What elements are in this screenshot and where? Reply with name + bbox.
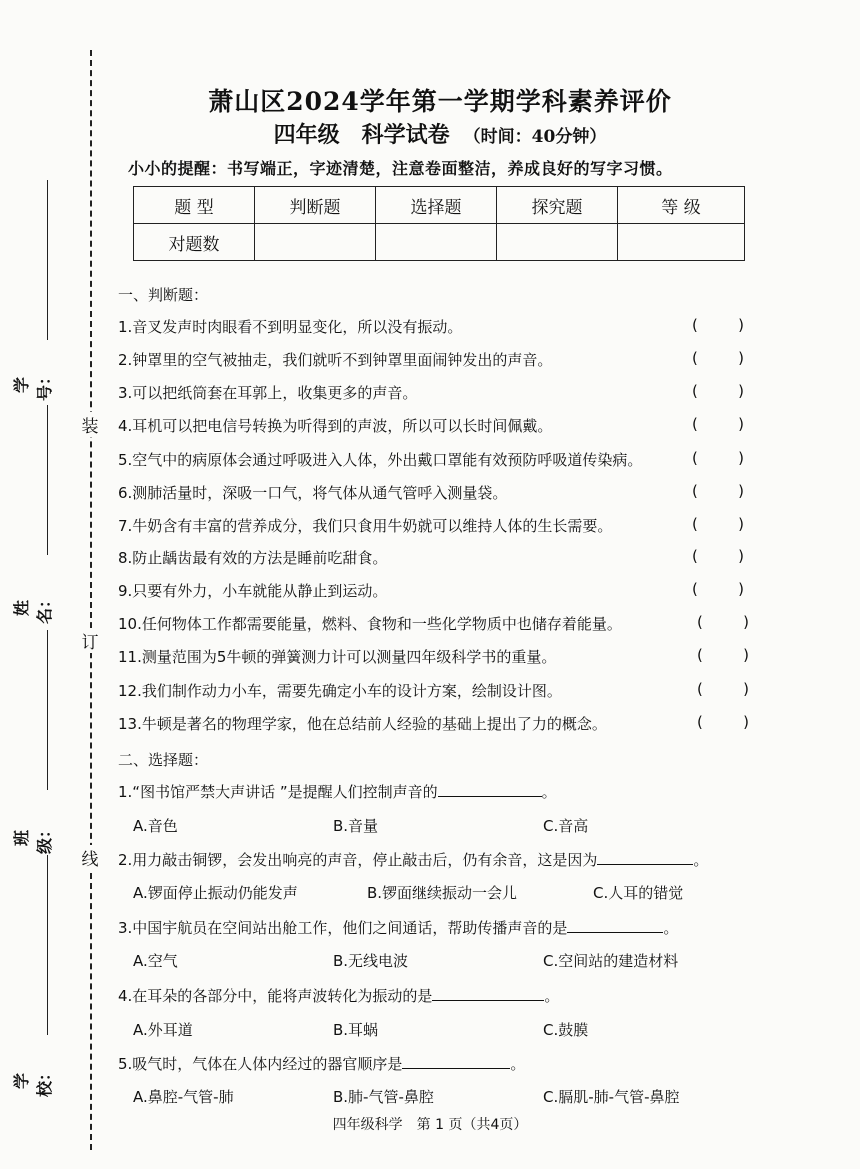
answer-blank[interactable]: [402, 1054, 510, 1069]
period: 。: [693, 851, 709, 869]
answer-parentheses[interactable]: [692, 349, 744, 367]
answer-parentheses[interactable]: [692, 415, 744, 433]
grade-subject: 四年级 科学试卷: [273, 122, 450, 148]
judge-question: 9.只要有外力，小车就能从静止到运动。: [118, 582, 388, 600]
exam-subtitle: [10, 118, 860, 149]
choice-option[interactable]: B.无线电波: [333, 952, 409, 970]
judge-question: 8.防止龋齿最有效的方法是睡前吃甜食。: [118, 549, 388, 567]
paren-close: ): [738, 349, 744, 367]
score-header-judge: 判断题: [255, 187, 376, 224]
school-line: [47, 855, 48, 1035]
paren-open: (: [692, 449, 698, 467]
answer-parentheses[interactable]: [692, 515, 744, 533]
judge-question: 5.空气中的病原体会通过呼吸进入人体，外出戴口罩能有效预防呼吸道传染病。: [118, 451, 643, 469]
question-stem: 2.用力敲击铜锣，会发出响亮的声音，停止敲击后，仍有余音，这是因为: [118, 851, 598, 869]
paren-close: ): [743, 613, 749, 631]
binding-char-zhuang: 装: [81, 412, 99, 437]
reminder: 小小的提醒：书写端正，字迹清楚，注意卷面整洁，养成良好的写字习惯。: [128, 159, 673, 178]
student-id-line: [47, 180, 48, 340]
paren-open: (: [697, 646, 703, 664]
period: 。: [544, 987, 560, 1005]
paren-open: (: [692, 382, 698, 400]
paren-close: ): [743, 713, 749, 731]
judge-question: 10.任何物体工作都需要能量，燃料、食物和一些化学物质中也储存着能量。: [118, 615, 622, 633]
paren-close: ): [738, 515, 744, 533]
paren-open: (: [692, 316, 698, 334]
class-line: [47, 630, 48, 790]
score-cell-inquiry[interactable]: [497, 224, 618, 261]
answer-parentheses[interactable]: [692, 547, 744, 565]
paren-open: (: [692, 580, 698, 598]
binding-line: [90, 50, 92, 1150]
paren-open: (: [697, 713, 703, 731]
answer-blank[interactable]: [597, 850, 693, 865]
period: 。: [510, 1055, 526, 1073]
school-label: 学校：: [12, 1065, 54, 1098]
judge-question: 12.我们制作动力小车，需要先确定小车的设计方案，绘制设计图。: [118, 682, 562, 700]
answer-parentheses[interactable]: [692, 316, 744, 334]
answer-parentheses[interactable]: [697, 713, 749, 731]
score-header-inquiry: 探究题: [497, 187, 618, 224]
page-footer: 四年级科学 第 1 页（共4页）: [332, 1117, 528, 1133]
judge-question: 2.钟罩里的空气被抽走，我们就听不到钟罩里面闹钟发出的声音。: [118, 351, 553, 369]
answer-parentheses[interactable]: [692, 449, 744, 467]
judge-question: 7.牛奶含有丰富的营养成分，我们只食用牛奶就可以维持人体的生长需要。: [118, 517, 613, 535]
choice-option[interactable]: C.空间站的建造材料: [543, 952, 679, 970]
answer-blank[interactable]: [432, 986, 544, 1001]
judge-question: 3.可以把纸筒套在耳郭上，收集更多的声音。: [118, 384, 418, 402]
question-stem: 3.中国宇航员在空间站出舱工作，他们之间通话，帮助传播声音的是: [118, 919, 568, 937]
answer-parentheses[interactable]: [697, 680, 749, 698]
paren-open: (: [697, 680, 703, 698]
class-label: 班级：: [12, 822, 54, 855]
paren-open: (: [692, 415, 698, 433]
score-table: [133, 186, 745, 261]
judge-question: 11.测量范围为5牛顿的弹簧测力计可以测量四年级科学书的重量。: [118, 648, 557, 666]
judge-question: 4.耳机可以把电信号转换为听得到的声波，所以可以长时间佩戴。: [118, 417, 553, 435]
question-stem: 1.“图书馆严禁大声讲话 ”是提醒人们控制声音的: [118, 783, 438, 801]
period: 。: [663, 919, 679, 937]
score-row-label: 对题数: [134, 224, 255, 261]
paren-close: ): [738, 580, 744, 598]
choice-option[interactable]: B.肺-气管-鼻腔: [333, 1088, 434, 1106]
choice-option[interactable]: A.锣面停止振动仍能发声: [133, 884, 298, 902]
paren-close: ): [738, 547, 744, 565]
judge-question: 13.牛顿是著名的物理学家，他在总结前人经验的基础上提出了力的概念。: [118, 715, 607, 733]
choice-option[interactable]: A.外耳道: [133, 1021, 193, 1039]
judge-question: 1.音叉发声时肉眼看不到明显变化，所以没有振动。: [118, 318, 463, 336]
paren-open: (: [692, 349, 698, 367]
binding-char-xian: 线: [81, 845, 99, 870]
choice-question: [118, 849, 708, 870]
paren-close: ): [738, 415, 744, 433]
choice-option[interactable]: B.锣面继续振动一会儿: [367, 884, 518, 902]
score-table-header-row: [134, 187, 745, 224]
score-header-choice: 选择题: [376, 187, 497, 224]
paren-close: ): [738, 449, 744, 467]
paren-close: ): [738, 316, 744, 334]
answer-parentheses[interactable]: [692, 580, 744, 598]
exam-title: 萧山区2024学年第一学期学科素养评价: [208, 87, 672, 116]
score-cell-grade[interactable]: [618, 224, 745, 261]
score-header-grade: 等 级: [618, 187, 745, 224]
exam-time: （时间：40分钟）: [463, 127, 607, 147]
choice-option[interactable]: A.空气: [133, 952, 178, 970]
paren-close: ): [743, 680, 749, 698]
name-label: 姓名：: [12, 592, 54, 625]
name-line: [47, 405, 48, 555]
paren-open: (: [692, 547, 698, 565]
paren-close: ): [738, 482, 744, 500]
paren-open: (: [692, 515, 698, 533]
choice-option[interactable]: B.音量: [333, 817, 379, 835]
answer-blank[interactable]: [567, 918, 663, 933]
paren-open: (: [692, 482, 698, 500]
paren-close: ): [738, 382, 744, 400]
choice-option[interactable]: A.音色: [133, 817, 178, 835]
choice-option[interactable]: C.膈肌-肺-气管-鼻腔: [543, 1088, 680, 1106]
question-stem: 5.吸气时，气体在人体内经过的器官顺序是: [118, 1055, 403, 1073]
section-choice-heading: 二、选择题：: [118, 751, 209, 769]
choice-option[interactable]: C.人耳的错觉: [593, 884, 684, 902]
answer-blank[interactable]: [438, 782, 542, 797]
choice-question: [118, 917, 678, 938]
question-stem: 4.在耳朵的各部分中，能将声波转化为振动的是: [118, 987, 433, 1005]
paren-open: (: [697, 613, 703, 631]
binding-char-ding: 订: [81, 628, 99, 653]
choice-question: [118, 1053, 525, 1074]
score-header-type: 题 型: [134, 187, 255, 224]
choice-option[interactable]: B.耳蜗: [333, 1021, 379, 1039]
answer-parentheses[interactable]: [697, 646, 749, 664]
choice-option[interactable]: A.鼻腔-气管-肺: [133, 1088, 234, 1106]
paren-close: ): [743, 646, 749, 664]
choice-question: [118, 985, 559, 1006]
score-table-row: [134, 224, 745, 261]
student-id-label: 学号：: [12, 369, 54, 402]
answer-parentheses[interactable]: [692, 482, 744, 500]
score-cell-choice[interactable]: [376, 224, 497, 261]
answer-parentheses[interactable]: [697, 613, 749, 631]
choice-option[interactable]: C.鼓膜: [543, 1021, 589, 1039]
choice-option[interactable]: C.音高: [543, 817, 589, 835]
choice-question: [118, 781, 557, 802]
score-cell-judge[interactable]: [255, 224, 376, 261]
period: 。: [541, 783, 557, 801]
judge-question: 6.测肺活量时，深吸一口气，将气体从通气管呼入测量袋。: [118, 484, 508, 502]
answer-parentheses[interactable]: [692, 382, 744, 400]
section-judge-heading: 一、判断题：: [118, 286, 209, 304]
